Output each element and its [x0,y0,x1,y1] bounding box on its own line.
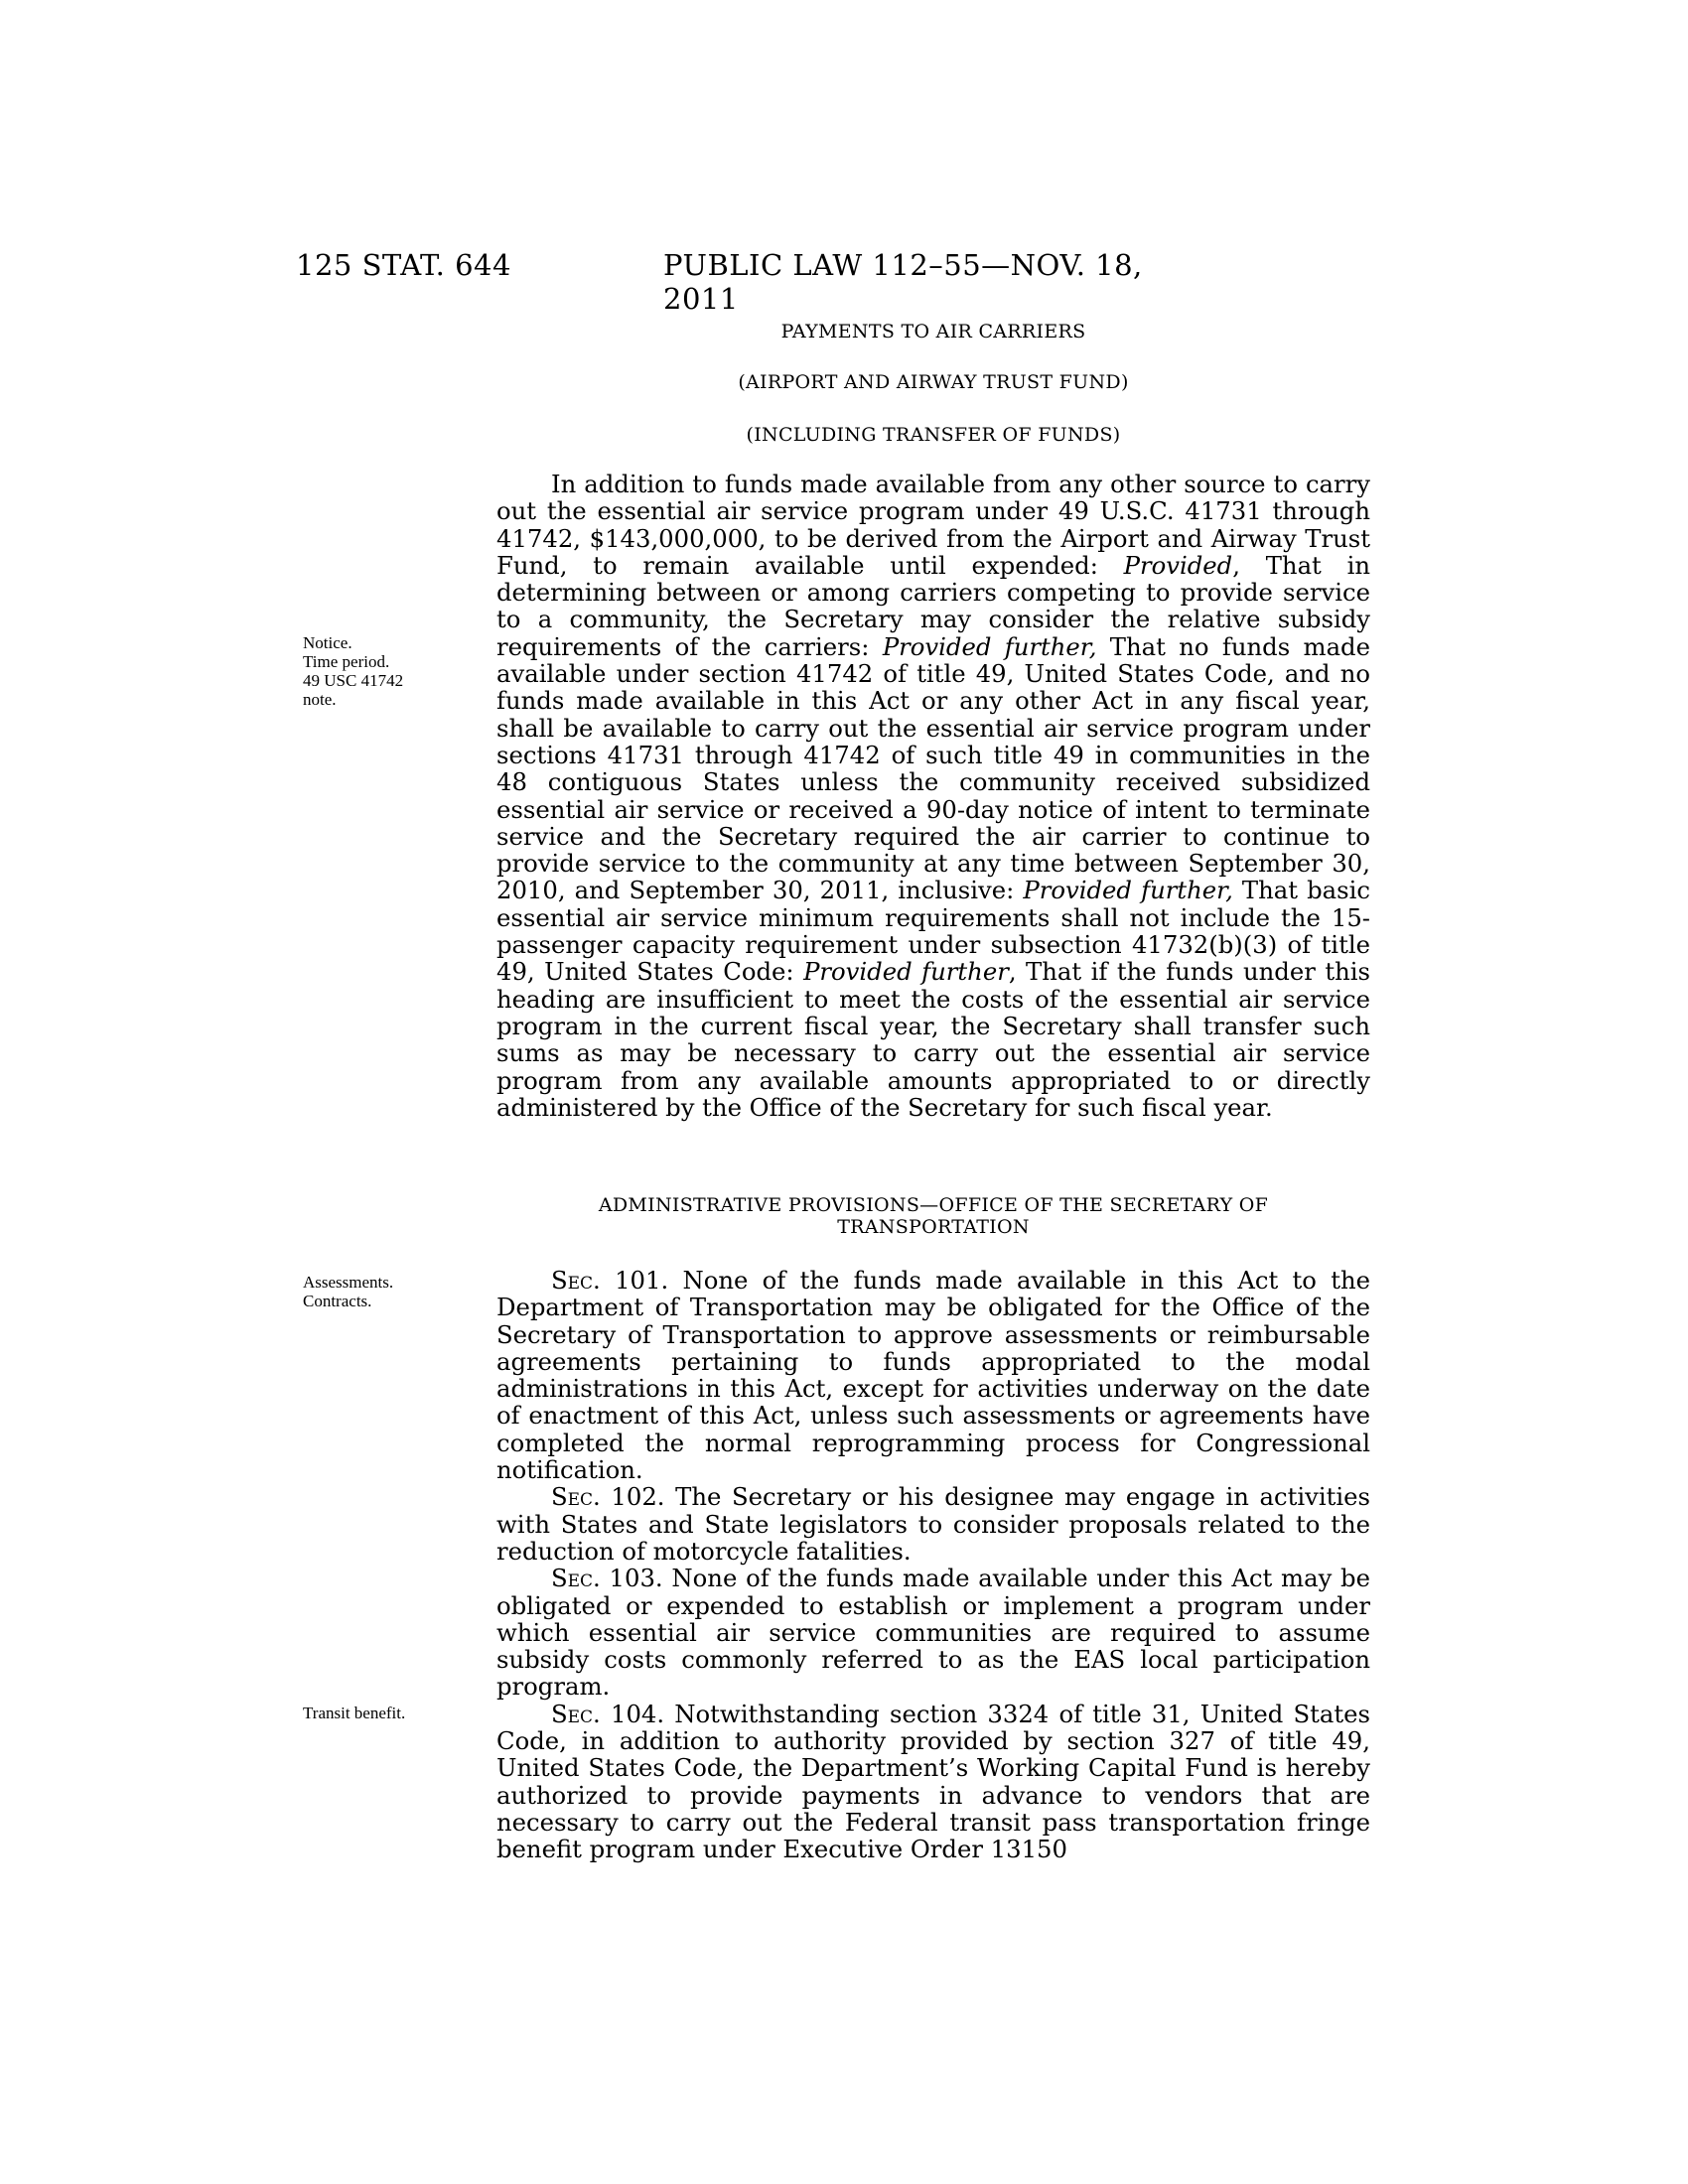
margin-note-assessments: Assessments. Contracts. [303,1273,394,1310]
provided-italic: Provided [1123,550,1233,580]
page-header [296,248,1209,316]
statute-page-reference: 125 STAT. 644 [296,248,511,282]
public-law-reference: PUBLIC LAW 112–55—NOV. 18, 2011 [663,248,1143,316]
section-subheading-transfer: (INCLUDING TRANSFER OF FUNDS) [746,424,1121,446]
provided-further-italic: Provided further [803,957,1009,987]
section-101: Sec. 101. None of the funds made available in this Act to the Department of Transportation may be obligated for the Office of the Secretary of Transportation to approve assessments or reimbursable agreements pertaining to funds appropriated to the modal administrations in this Act, except for activities underway on the date of enactment of this Act, unless such assessments or agreements have completed the normal reprogramming process for Congressional notification. [496,1266,1370,1485]
section-103: Sec. 103. None of the funds made available under this Act may be obligated or expended to establish or implement a program under which essential air service communities are required to assume subsidy costs commonly referred to as the EAS local participation program. [496,1564,1370,1702]
section-heading-payments: PAYMENTS TO AIR CARRIERS [780,321,1086,342]
section-102: Sec. 102. The Secretary or his designee may engage in activities with States and State legislators to consider proposals related to the reduction of motorcycle fatalities. [496,1482,1370,1566]
margin-note-notice: Notice. Time period. 49 USC 41742 note. [303,633,404,709]
provided-further-italic: Provided further, [1023,876,1233,905]
administrative-provisions-heading: ADMINISTRATIVE PROVISIONS—OFFICE OF THE SECRETARY OF TRANSPORTATION [598,1194,1269,1238]
section-104: Sec. 104. Notwithstanding section 3324 of title 31, United States Code, in addition to authority provided by section 327 of title 49, United States Code, the Department’s Working Capital Fund is hereby authorized to provide payments in advance to vendors that are necessary to carry out the Federal transit pass transportation fringe benefit program under Executive Order 13150 [496,1699,1370,1864]
margin-note-transit-benefit: Transit benefit. [303,1704,406,1722]
provided-further-italic: Provided further, [882,631,1097,661]
payments-paragraph: In addition to funds made available from any other source to carry out the essential air service program under 49 U.S.C. 41731 through 41742, $143,000,000, to be derived from the Airport and Airway Trust Fund, to remain available until expended: Provided, That in determining between or among carriers competing to provide service to a community, the Secretary may consider the relative subsidy requirements of the carriers: Provided further, That no funds made available under section 41742 of title 49, United States Code, and no funds made available in this Act or any other Act in any fiscal year, shall be available to carry out the essential air service program under sections 41731 through 41742 of such title 49 in communities in the 48 contiguous States unless the community received subsidized essential air service or received a 90-day notice of intent to terminate service and the Secretary required the air carrier to continue to provide service to the community at any time between September 30, 2010, and September 30, 2011, inclusive: Provided further, That basic essential air service minimum requirements shall not include the 15-passenger capacity requirement under subsection 41732(b)(3) of title 49, United States Code: Provided further, That if the funds under this heading are insufficient to meet the costs of the essential air service program in the current fiscal year, the Secretary shall transfer such sums as may be necessary to carry out the essential air service program from any available amounts appropriated to or directly administered by the Office of the Secretary for such fiscal year. [496,470,1371,1122]
section-subheading-trust-fund: (AIRPORT AND AIRWAY TRUST FUND) [738,371,1129,393]
payments-paragraph-block [496,471,1370,1121]
administrative-provisions-body [496,1267,1370,1863]
